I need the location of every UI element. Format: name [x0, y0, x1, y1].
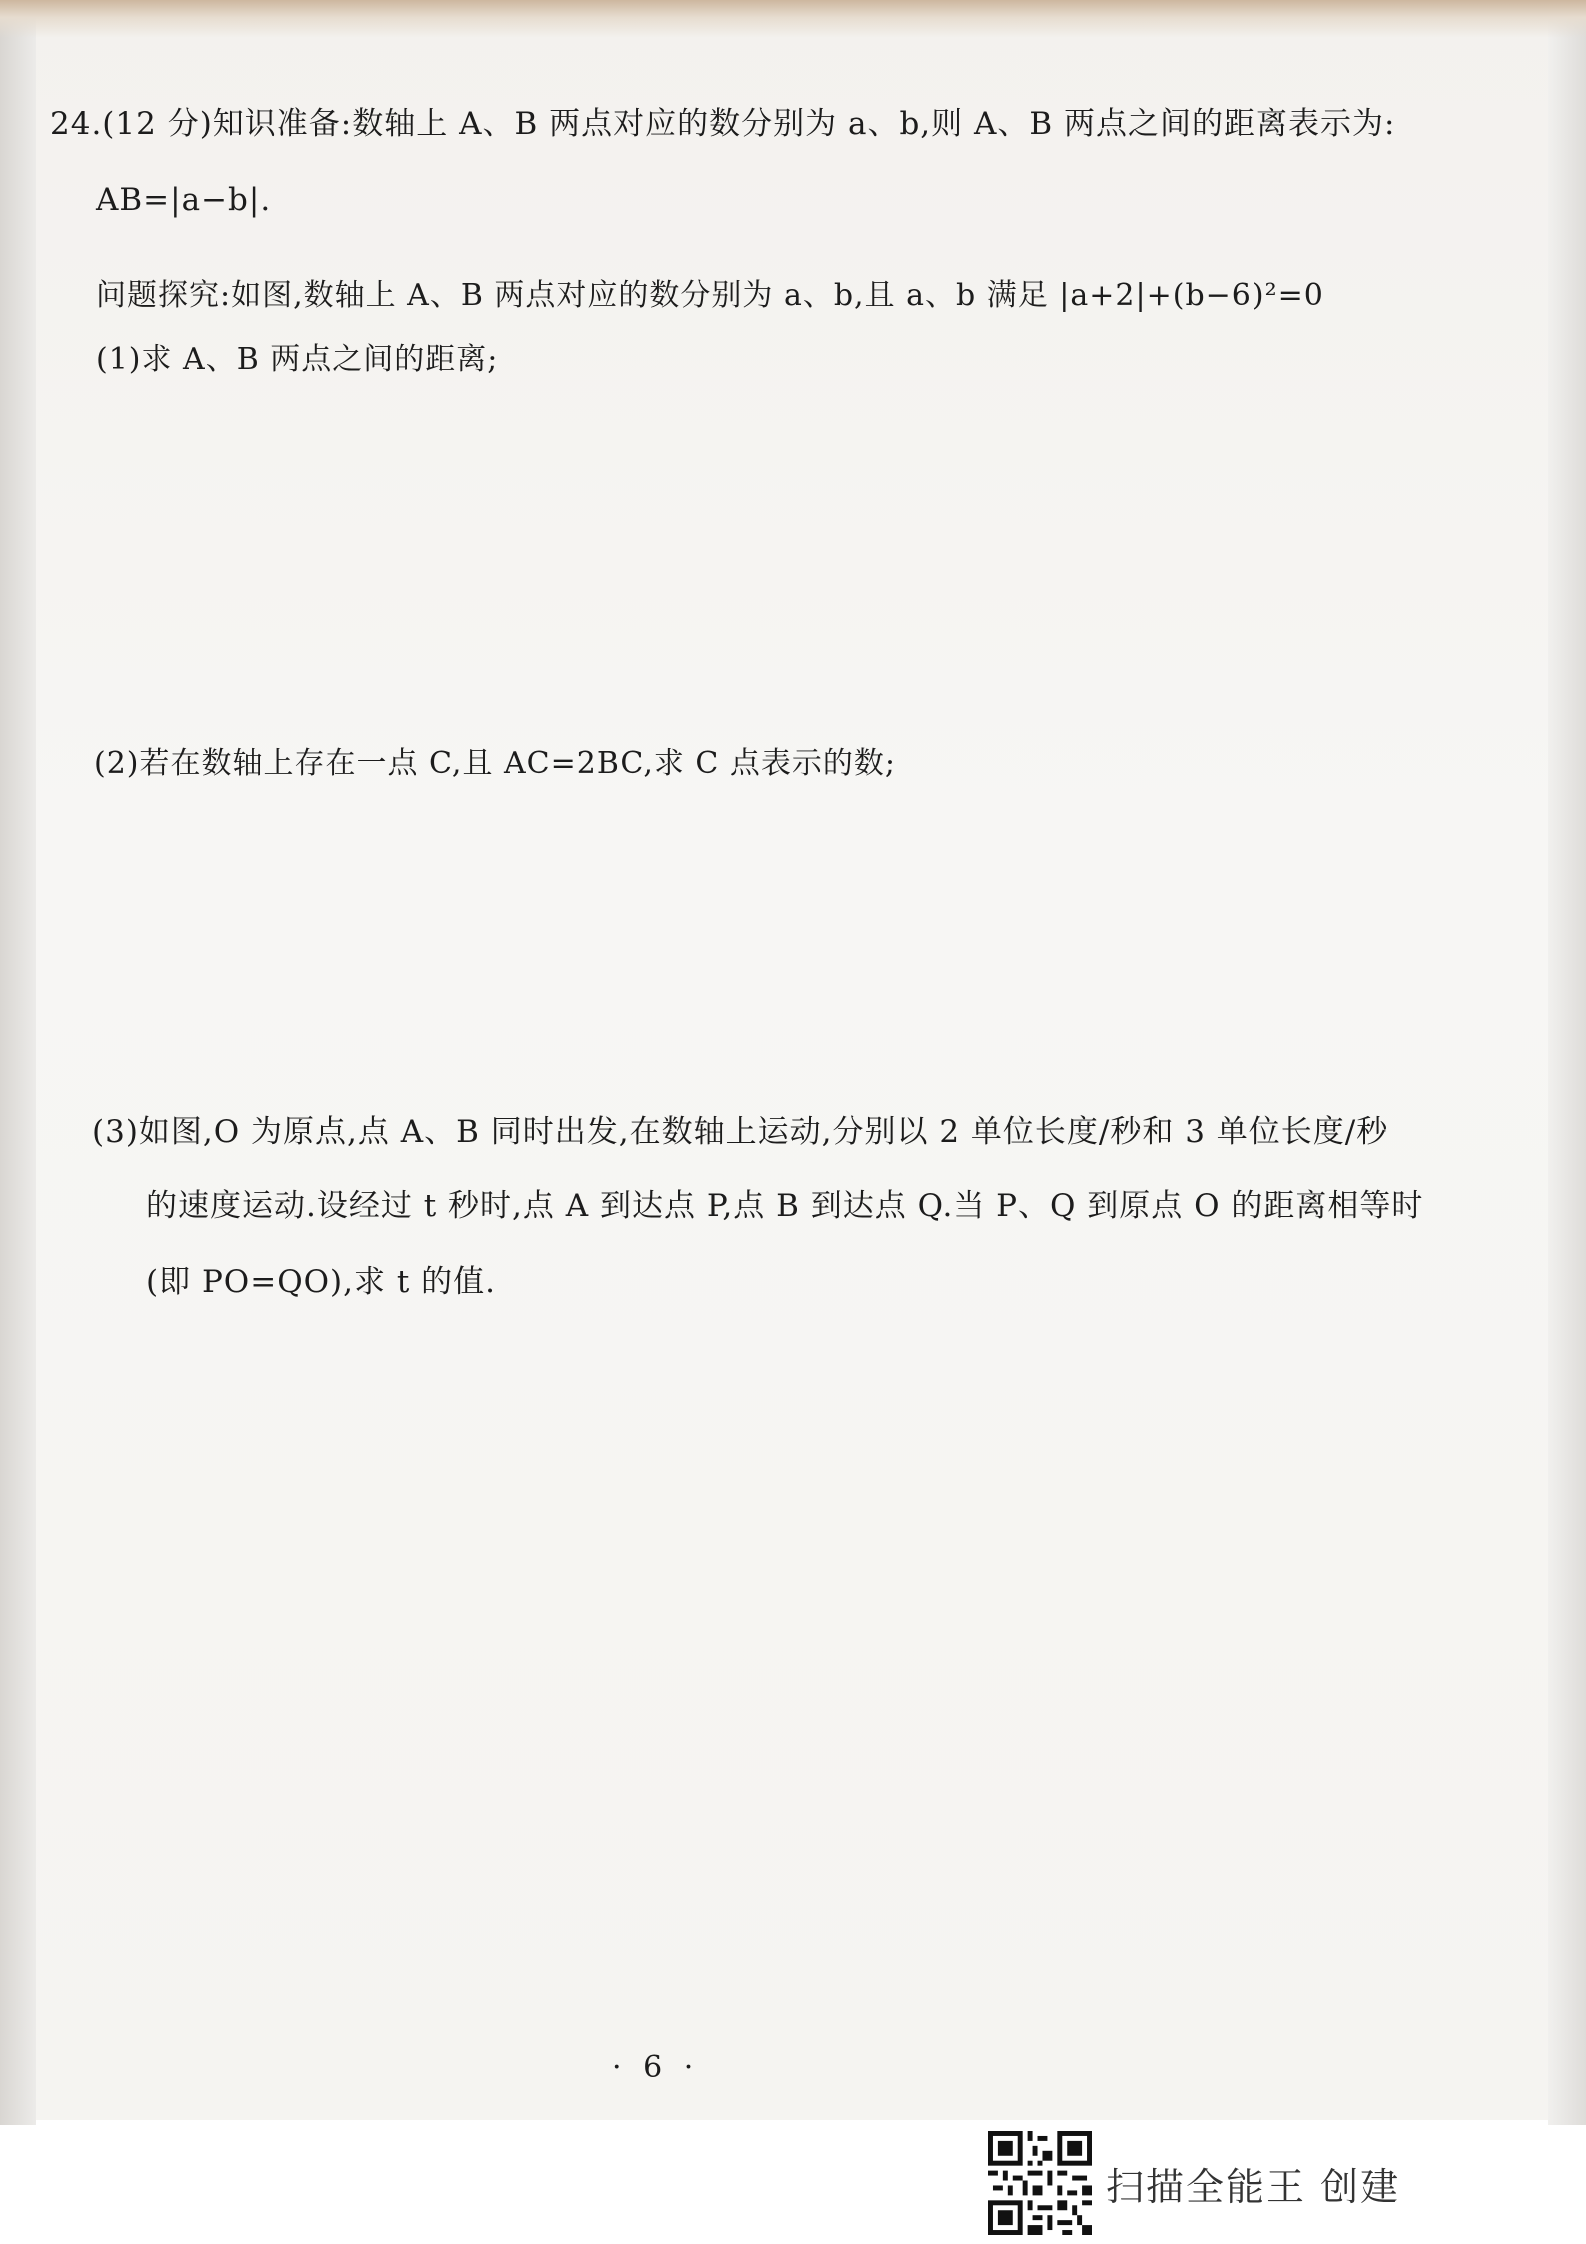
question-24-part-3-line-2: 的速度运动.设经过 t 秒时,点 A 到达点 P,点 B 到达点 Q.当 P、Q 到原点 O 的距离相等时: [146, 1188, 1424, 1224]
question-24-line-2: AB=|a−b|.: [96, 182, 272, 218]
page-left-edge: [0, 0, 36, 2140]
question-24-part-2: (2)若在数轴上存在一点 C,且 AC=2BC,求 C 点表示的数;: [94, 746, 896, 781]
document-page: [30, 0, 1560, 2120]
question-24-part-3-line-1: (3)如图,O 为原点,点 A、B 同时出发,在数轴上运动,分别以 2 单位长度/秒和 3 单位长度/秒: [92, 1114, 1389, 1150]
question-24-line-3: 问题探究:如图,数轴上 A、B 两点对应的数分别为 a、b,且 a、b 满足 |a+2|+(b−6)²=0: [96, 278, 1324, 313]
question-24-part-3-line-3: (即 PO=QO),求 t 的值.: [146, 1264, 496, 1300]
question-24-part-1: (1)求 A、B 两点之间的距离;: [96, 342, 499, 377]
question-24-line-1: 24.(12 分)知识准备:数轴上 A、B 两点对应的数分别为 a、b,则 A、B 两点之间的距离表示为:: [50, 106, 1396, 142]
scanner-watermark: [988, 2128, 1400, 2238]
page-number: · 6 ·: [612, 2050, 700, 2085]
page-top-shadow: [0, 0, 1586, 38]
page-right-edge: [1548, 0, 1586, 2140]
qr-code-icon: [988, 2131, 1092, 2235]
watermark-text: 扫描全能王 创建: [1106, 2164, 1401, 2209]
